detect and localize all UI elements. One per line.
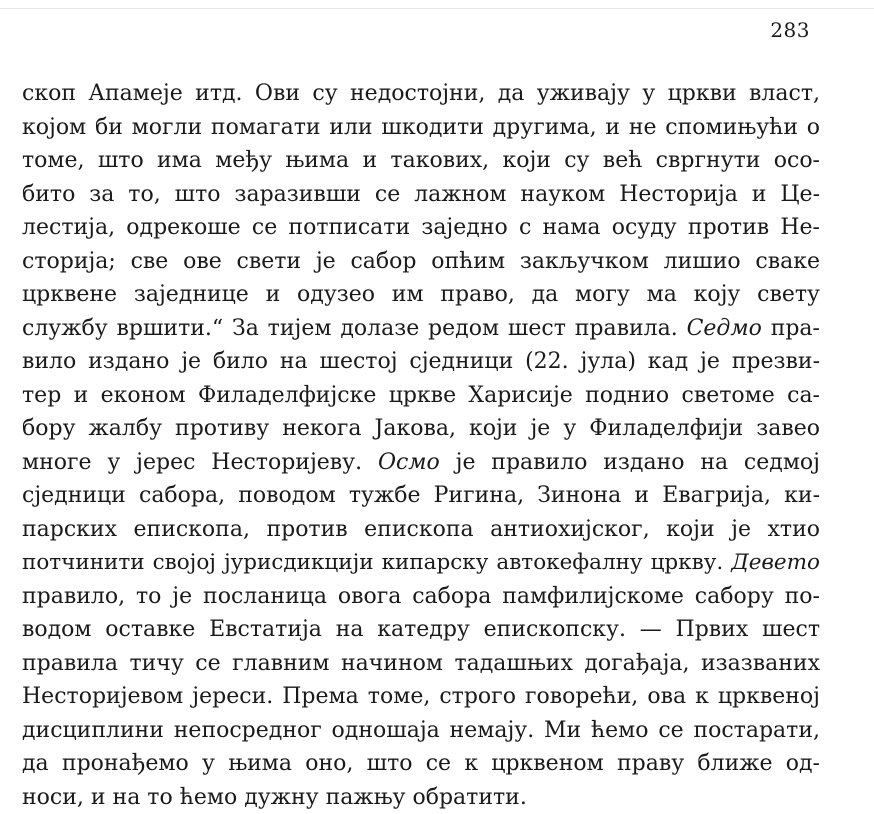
text-segment: многе у јерес Несторијеву. [22,450,378,475]
top-rule [0,0,874,9]
text-segment: вило издано је било на шестој сједници (22. јула) кад је презви- [22,349,820,374]
text-line [22,144,820,178]
text-line [22,446,820,480]
text-segment: тер и економ Филаделфијске цркве Харисије поднио светоме са- [22,383,820,408]
text-segment: правило, то је посланица овога сабора памфилијскоме сабору по- [22,584,820,609]
body-text [22,77,820,814]
italic-segment: Девето [731,550,820,575]
text-segment: службу вршити.“ За тијем долазе редом шест правила. [22,316,687,341]
text-segment: бору жалбу противу некога Јакова, који је у Филаделфији завео [22,416,820,441]
text-line [22,278,820,312]
text-line [22,546,820,580]
text-line [22,647,820,681]
text-segment: бито за то, што заразивши се лажном науком Несторија и Це- [22,182,820,207]
text-segment: томе, што има међу њима и таковиx, који су већ свргнути осо- [22,148,820,173]
text-segment: је правило издано на седмој [440,450,820,475]
text-line [22,345,820,379]
text-line [22,781,820,814]
text-segment: којом би могли помагати или шкодити другима, и не спомињући о [22,115,820,140]
text-line [22,77,820,111]
text-line [22,479,820,513]
text-line [22,680,820,714]
text-line [22,379,820,413]
text-line [22,111,820,145]
text-line [22,580,820,614]
text-segment: носи, и на то ћемо дужну пажњу обратити. [22,785,527,810]
text-line [22,245,820,279]
text-line [22,714,820,748]
text-segment: правила тичу се главним начином тадашњих догађаја, изазваних [22,651,820,676]
italic-segment: Седмо [687,316,762,341]
text-segment: скоп Апамеје итд. Ови су недостојни, да уживају у цркви власт, [22,81,820,106]
text-segment: црквене заједнице и одузео им право, да могу ма коју свету [22,282,820,307]
text-segment: сједници сабора, поводом тужбе Ригина, Зинона и Евагрија, ки- [22,483,820,508]
text-line [22,513,820,547]
text-line [22,211,820,245]
text-line [22,613,820,647]
text-line [22,312,820,346]
text-segment: потчинити својој јурисдикцији кипарску автокефалну цркву. [22,550,731,575]
text-line [22,178,820,212]
text-segment: дисциплини непосредног одношаја немају. Ми ћемо се постарати, [22,718,820,743]
text-segment: Несторијевом јереси. Према томе, строго говорећи, ова к црквеној [22,684,820,709]
text-segment: сторија; све ове свети је сабор опћим закључком лишио сваке [22,249,820,274]
text-line [22,412,820,446]
page-number: 283 [770,18,810,42]
italic-segment: Осмо [378,450,440,475]
text-segment: водом оставке Евстатија на катедру епископску. — Првих шест [22,617,820,642]
text-segment: да пронађемо у њима оно, што се к црквеном праву ближе од- [22,751,820,776]
text-line [22,747,820,781]
text-segment: парских епископа, против епископа антиохијског, који је хтио [22,517,820,542]
text-segment: пра- [762,316,820,341]
text-segment: лестија, одрекоше се потписати заједно с нама осуду против Не- [22,215,820,240]
